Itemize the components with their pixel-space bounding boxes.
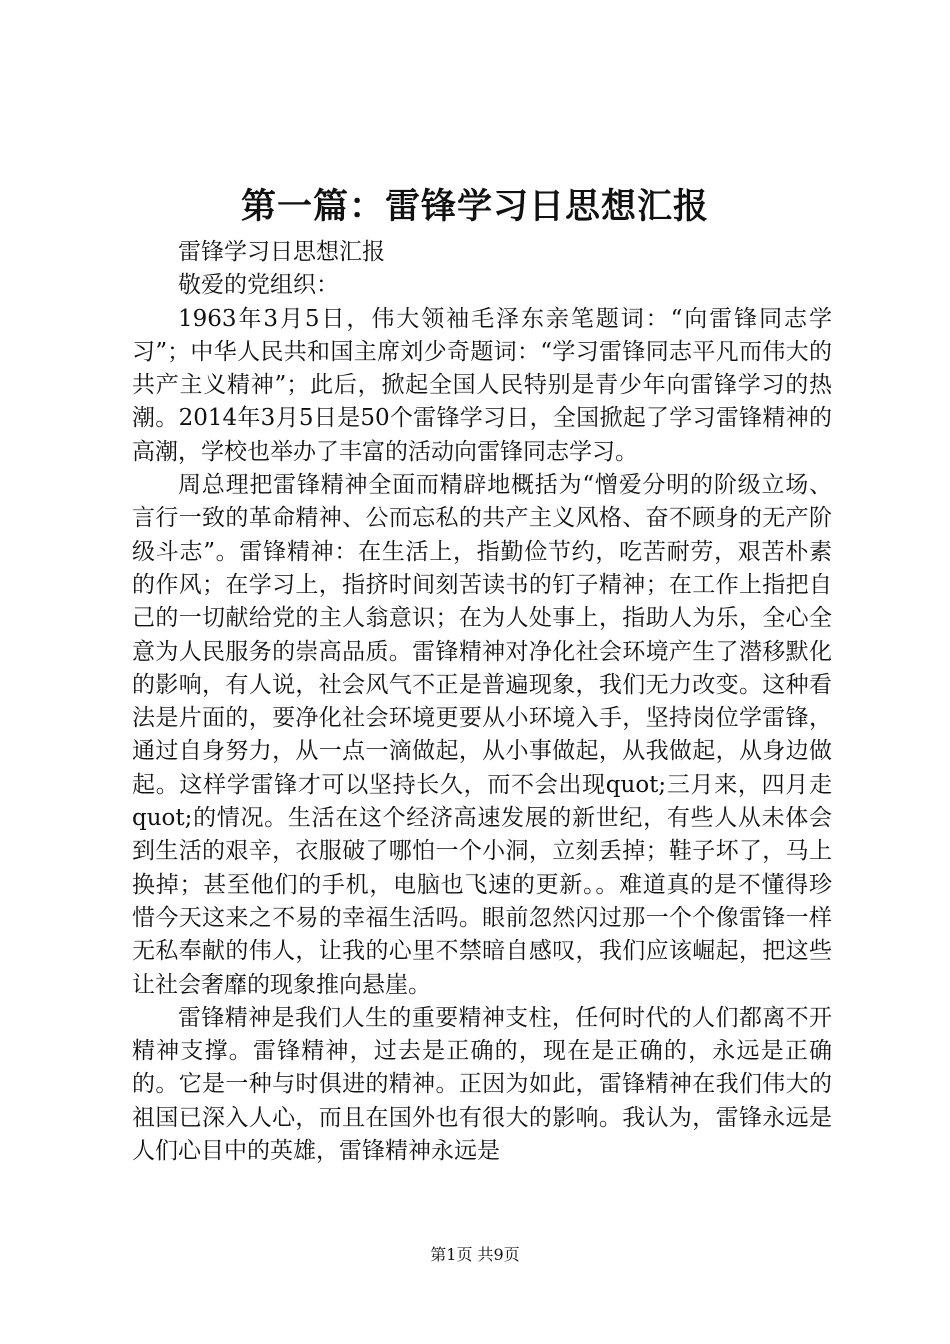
paragraph-3: 雷锋精神是我们人生的重要精神支柱，任何时代的人们都离不开精神支撑。雷锋精神，过去是正确的，现在是正确的，永远是正确的。它是一种与时俱进的精神。正因为如此，雷锋精神在我们伟大的祖国已深入人心，而且在国外也有很大的影响。我认为，雷锋永远是人们心目中的英雄，雷锋精神永远是: [132, 1004, 832, 1165]
document-title: 第一篇：雷锋学习日思想汇报: [240, 186, 709, 227]
document-body: [132, 236, 832, 1168]
page-number-footer: 第1页 共9页: [430, 1245, 520, 1264]
paragraph-2: 周总理把雷锋精神全面而精辟地概括为“憎爱分明的阶级立场、言行一致的革命精神、公而忘私的共产主义风格、奋不顾身的无产阶级斗志”。雷锋精神：在生活上，指勤俭节约，吃苦耐劳，艰苦朴素的作风；在学习上，指挤时间刻苦读书的钉子精神；在工作上指把自己的一切献给党的主人翁意识；在为人处事上，指助人为乐，全心全意为人民服务的崇高品质。雷锋精神对净化社会环境产生了潜移默化的影响，有人说，社会风气不正是普遍现象，我们无力改变。这种看法是片面的，要净化社会环境更要从小环境入手，坚持岗位学雷锋，通过自身努力，从一点一滴做起，从小事做起，从我做起，从身边做起。这样学雷锋才可以坚持长久，而不会出现quot;三月来，四月走quot;的情况。生活在这个经济高速发展的新世纪，有些人从未体会到生活的艰辛，衣服破了哪怕一个小洞，立刻丢掉；鞋子坏了，马上换掉；甚至他们的手机，电脑也飞速的更新。。难道真的是不懂得珍惜今天这来之不易的幸福生活吗。眼前忽然闪过那一个个像雷锋一样无私奉献的伟人，让我的心里不禁暗自感叹，我们应该崛起，把这些让社会奢靡的现象推向悬崖。: [132, 472, 832, 998]
document-subtitle: 雷锋学习日思想汇报: [178, 239, 385, 265]
paragraph-1: 1963年3月5日，伟大领袖毛泽东亲笔题词：“向雷锋同志学习”；中华人民共和国主席刘少奇题词：“学习雷锋同志平凡而伟大的共产主义精神”；此后，掀起全国人民特别是青少年向雷锋学习的热潮。2014年3月5日是50个雷锋学习日，全国掀起了学习雷锋精神的高潮，学校也举办了丰富的活动向雷锋同志学习。: [132, 305, 832, 465]
salutation: 敬爱的党组织：: [178, 272, 339, 299]
